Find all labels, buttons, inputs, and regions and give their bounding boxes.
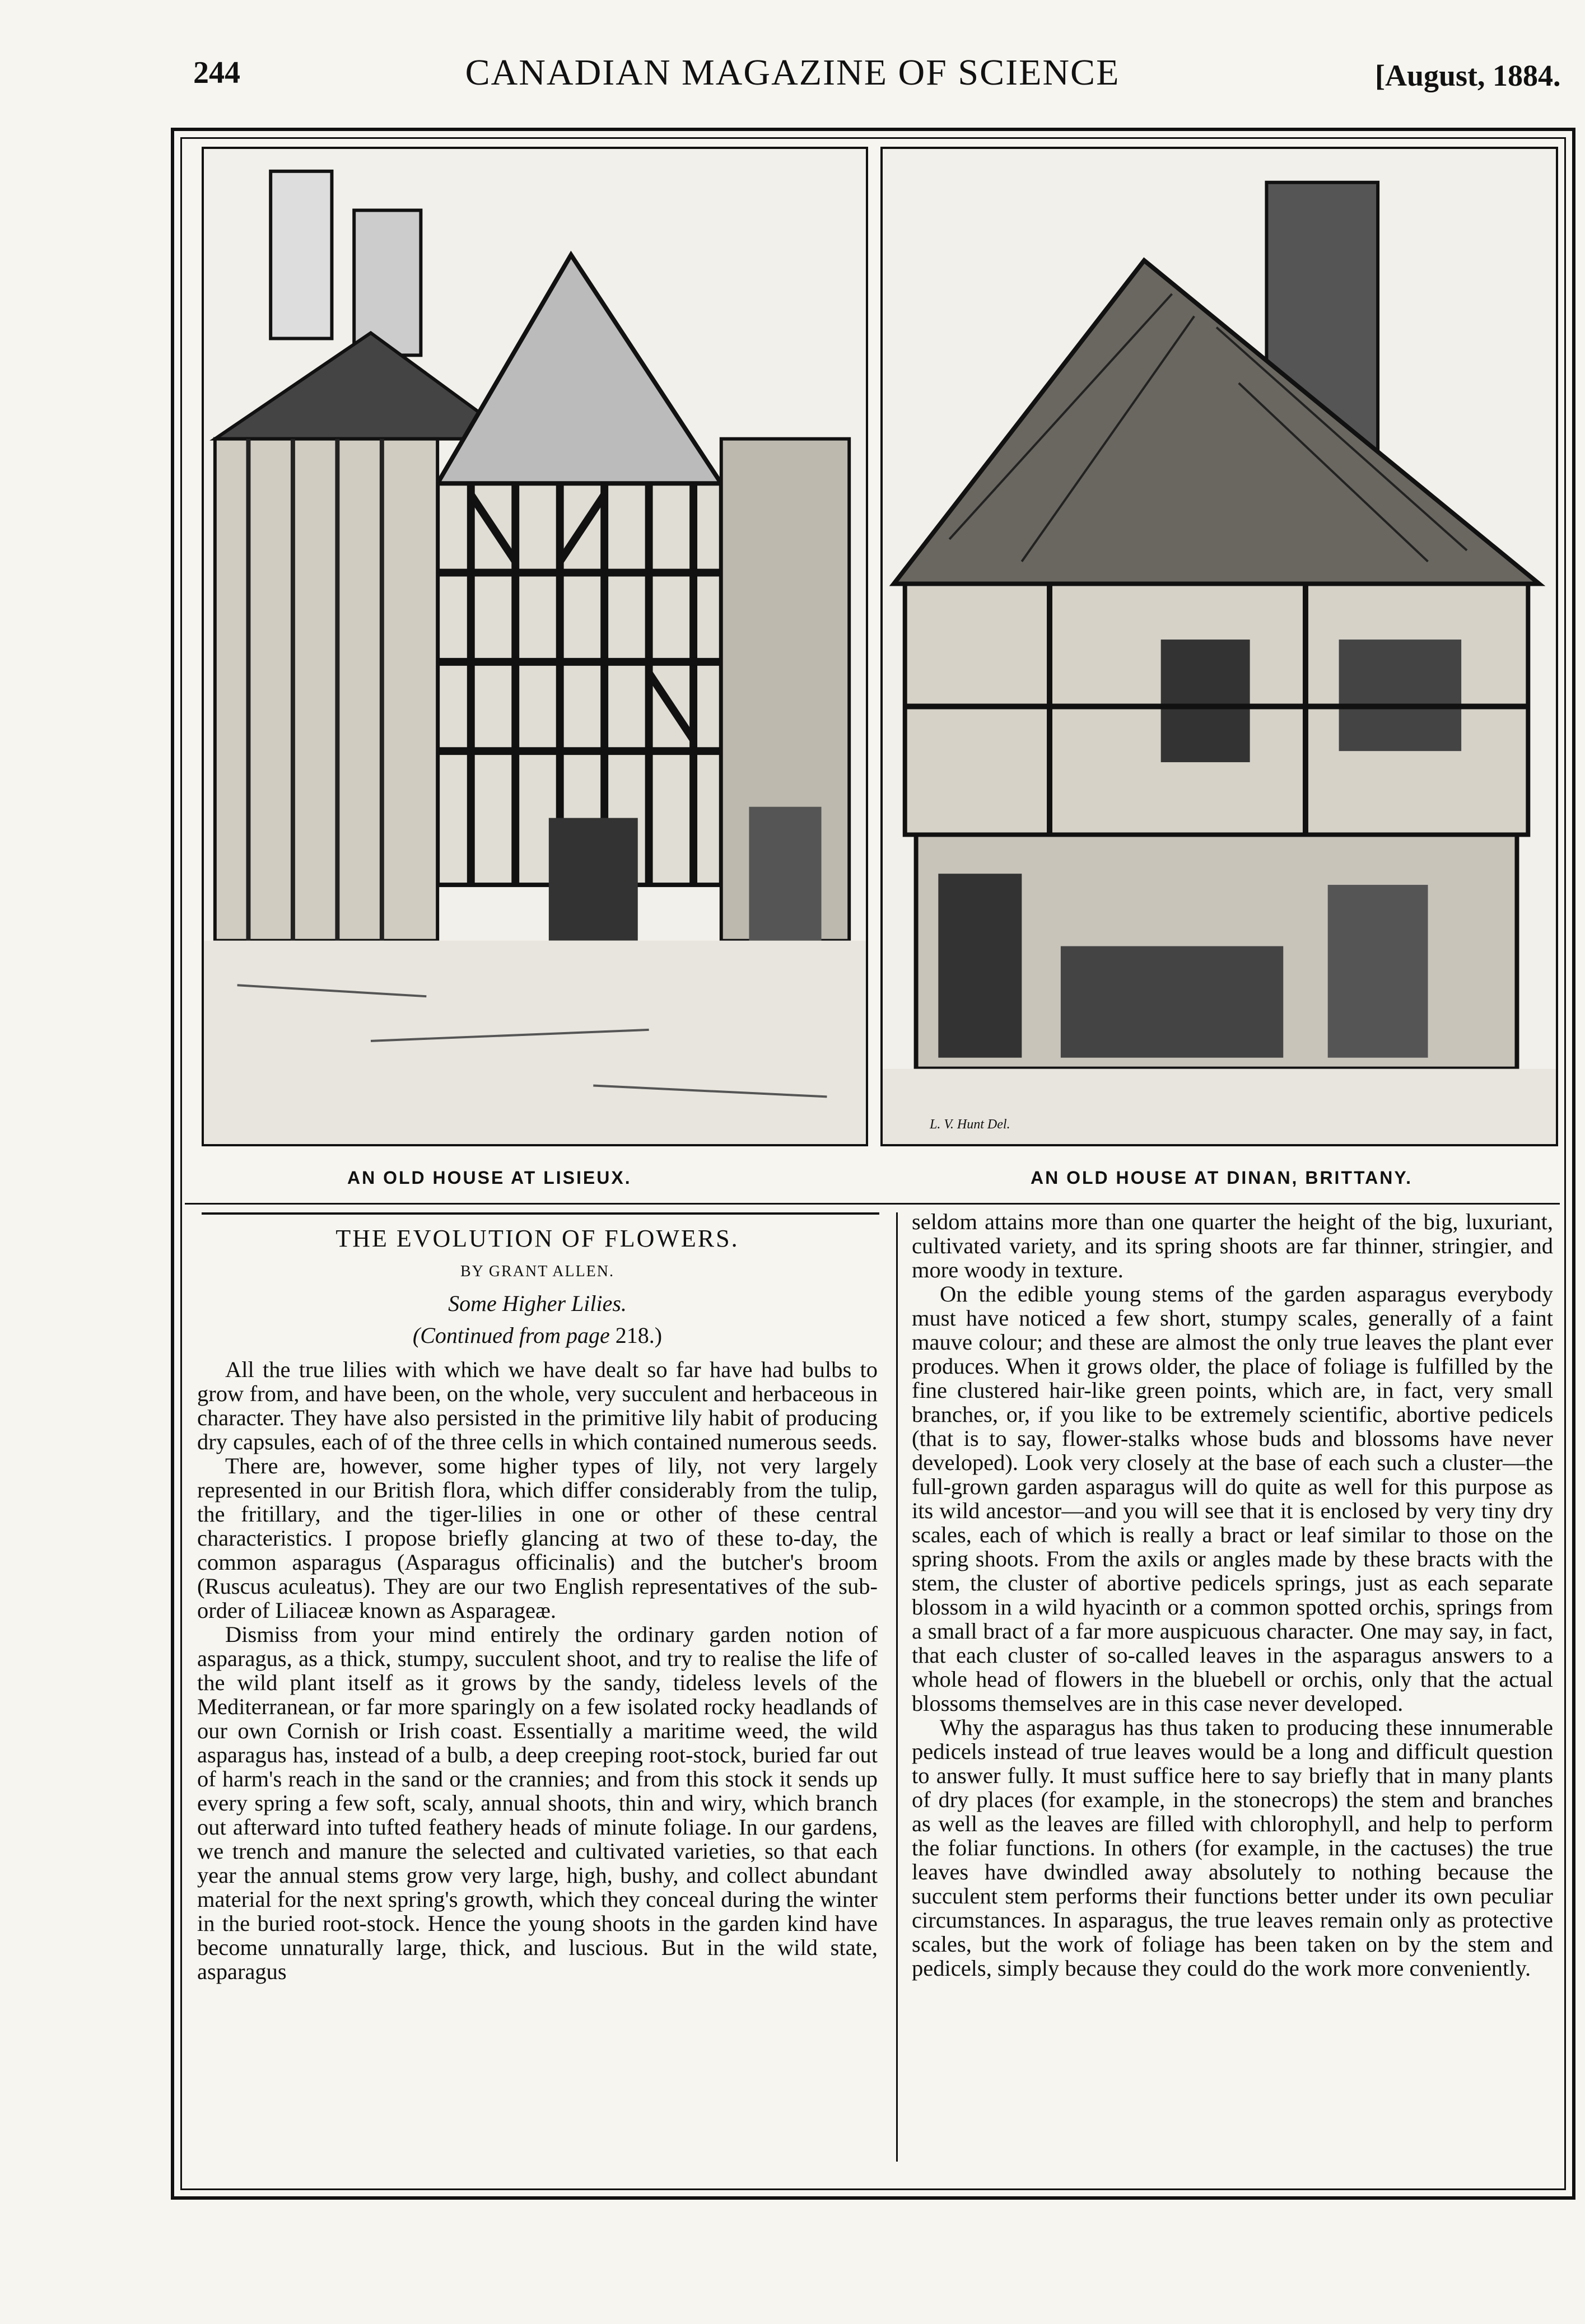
column-divider <box>896 1212 898 2162</box>
caption-lisieux: AN OLD HOUSE AT LISIEUX. <box>347 1168 632 1188</box>
illustration-dinan <box>880 147 1558 1146</box>
continued-page: 218.) <box>615 1323 663 1348</box>
caption-dinan: AN OLD HOUSE AT DINAN, BRITTANY. <box>1031 1168 1413 1188</box>
issue-date: [August, 1884. <box>1375 59 1561 92</box>
paragraph: There are, however, some higher types of lily, not very largely represented in our British flora, which differ considerably from the tulip, the fritillary, and the tiger-lilies in one or other of these central characteristics. I propose briefly glancing at two of these to-day, the common asparagus (Asparagus officinalis) and the butcher's broom (Ruscus aculeatus). They are our two English representatives of the sub-order of Liliaceæ known as Asparageæ. <box>197 1453 878 1623</box>
paragraph: Why the asparagus has thus taken to producing these innumerable pedicels instead of true leaves would be a long and difficult question to answer fully. It must suffice here to say briefly that in many plants of dry places (for example, in the stonecrops) the stem and branches as well as the leaves are filled with chlorophyll, and help to perform the foliar functions. In others (for example, in the cactuses) the true leaves have dwindled away absolutely to nothing because the succulent stem performs their functions better under its own peculiar circumstances. In asparagus, the true leaves remain only as protective scales, but the work of foliage has been taken on by the stem and pedicels, simply because they could do the work more conveniently. <box>912 1715 1553 1981</box>
paragraph: Dismiss from your mind entirely the ordinary garden notion of asparagus, as a thick, stumpy, succulent shoot, and try to realise the life of the wild plant itself as it grows by the sandy, tideless levels of the Mediterranean, or far more sparingly on a few isolated rocky headlands of our own Cornish or Irish coast. Essentially a maritime weed, the wild asparagus has, instead of a bulb, a deep creeping root-stock, buried far out of harm's reach in the sand or the crannies; and from this stock it sends up every spring a few soft, scaly, annual shoots, thin and wiry, which branch out afterward into tufted feathery heads of minute foliage. In our gardens, we trench and manure the selected and cultivated varieties, so that each year the annual stems grow very large, high, bushy, and collect abundant material for the next spring's growth, which they conceal during the winter in the buried root-stock. Hence the young shoots in the garden kind have become unnaturally large, thick, and luscious. But in the wild state, asparagus <box>197 1622 878 1984</box>
continued-note <box>197 1323 878 1347</box>
article-column-right <box>912 1210 1553 1980</box>
paragraph: All the true lilies with which we have dealt so far have had bulbs to grow from, and have been, on the whole, very succulent and herbaceous in character. They have also persisted in the primitive lily habit of producing dry capsules, each of of the three cells in which contained numerous seeds. <box>197 1357 878 1454</box>
page-number: 244 <box>193 55 240 90</box>
article-title: THE EVOLUTION OF FLOWERS. <box>335 1225 739 1252</box>
column-top-rule <box>202 1212 879 1215</box>
section-title: Some Higher Lilies. <box>448 1291 627 1316</box>
artist-signature: L. V. Hunt Del. <box>930 1117 1010 1132</box>
illustration-lisieux <box>202 147 868 1146</box>
article-column-left <box>197 1226 878 1984</box>
article-byline: BY GRANT ALLEN. <box>460 1263 614 1280</box>
magazine-title: CANADIAN MAGAZINE OF SCIENCE <box>465 52 1120 93</box>
continued-prefix: (Continued from page <box>412 1323 610 1348</box>
lisieux-house-drawing <box>204 149 866 1144</box>
paragraph: On the edible young stems of the garden asparagus everybody must have noticed a few short, stumpy scales, generally of a faint mauve colour; and these are almost the only true leaves the plant ever produces. When it grows older, the place of foliage is fulfilled by the fine clustered hair-like green points, which are, in fact, very small branches, or, if you like to be extremely scientific, abortive pedicels (that is to say, flower-stalks whose buds and blossoms have never developed). Look very closely at the base of each such a cluster—the full-grown garden asparagus will do quite as well for this purpose as its wild ancestor—and you will see that it is enclosed by very tiny dry scales, each of which is really a bract or leaf similar to those on the spring shoots. From the axils or angles made by these bracts with the stem, the cluster of abortive pedicels springs, just as each separate blossom in a wild hyacinth or a common spotted orchis, springs from a small bract of a far more auspicuous character. One may say, in fact, that each cluster of so-called leaves in the asparagus answers to a whole head of flowers in the bluebell or orchis, only that the actual blossoms themselves are in this case never developed. <box>912 1281 1553 1716</box>
page-header <box>0 0 1585 101</box>
dinan-house-drawing <box>883 149 1556 1144</box>
paragraph: seldom attains more than one quarter the height of the big, luxuriant, cultivated variety, and its spring shoots are far thinner, stringier, and more woody in texture. <box>912 1209 1553 1282</box>
caption-rule <box>185 1203 1560 1205</box>
